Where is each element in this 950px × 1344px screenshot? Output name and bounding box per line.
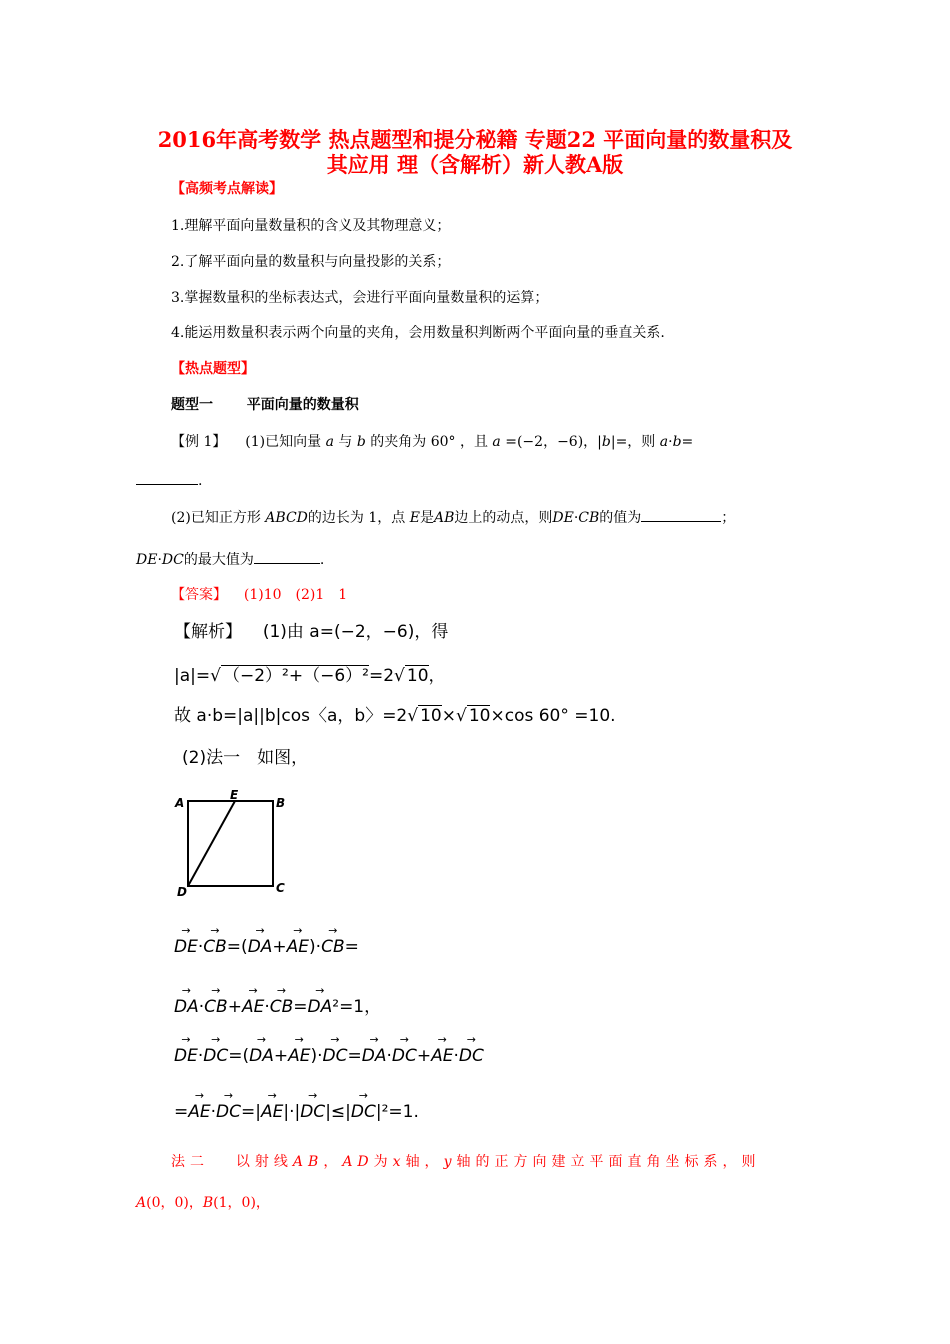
text: +	[227, 997, 242, 1017]
text: |=，则	[610, 434, 656, 450]
answer-tag: 【答案】	[171, 587, 227, 603]
text: 是	[419, 510, 434, 526]
label-c: C	[276, 881, 285, 895]
vector: → DA	[248, 937, 273, 957]
text: =2	[368, 666, 395, 686]
text: =(	[226, 937, 248, 957]
var: ABCD	[265, 510, 308, 526]
text: ×cos 60° =10.	[490, 706, 616, 726]
vector: → DC	[203, 1046, 228, 1066]
dot: ·	[198, 997, 205, 1017]
radicand: 10	[468, 706, 491, 726]
radicand: 10	[406, 666, 429, 686]
text: 轴，	[405, 1154, 444, 1170]
text: (1)已知向量	[245, 434, 322, 450]
text: +	[416, 1046, 432, 1066]
example-1-blank-1	[136, 470, 202, 489]
text: =	[344, 937, 359, 957]
var: AB	[292, 1154, 324, 1170]
text: =	[174, 1102, 189, 1122]
text: |²=1.	[375, 1102, 419, 1122]
point-2: 2.了解平面向量的数量积与向量投影的关系；	[171, 254, 451, 270]
section-hot-topics: 【热点题型】	[171, 361, 255, 377]
answer-text: (1)10 (2)1 1	[243, 587, 348, 603]
label-a: A	[175, 796, 185, 810]
dot: ·	[386, 1046, 392, 1066]
vector: → AE	[431, 1046, 453, 1066]
analysis-line-2: |a|=√ （−2）²+（−6）²=2√ 10，	[174, 666, 446, 686]
vector: → DC	[392, 1046, 417, 1066]
radicand: 10	[420, 706, 442, 726]
text: =(−2，−6)，|	[505, 434, 602, 450]
dot: ·	[264, 997, 270, 1017]
answer-line	[171, 584, 347, 604]
topic-1-name: 平面向量的数量积	[246, 397, 359, 413]
vector: → DA	[308, 997, 333, 1017]
equation-1	[174, 937, 359, 957]
topic-1	[171, 394, 359, 414]
vector: → AE	[188, 1102, 210, 1122]
dot: ·	[668, 434, 673, 450]
equation-4	[174, 1102, 419, 1122]
var: B	[202, 1195, 214, 1211]
text: +	[273, 1046, 289, 1066]
var: A	[136, 1195, 147, 1211]
vector: → AE	[242, 997, 264, 1017]
vector: → DC	[216, 1102, 241, 1122]
example-1-part-2	[171, 507, 735, 527]
analysis-tag: 【解析】	[174, 622, 242, 642]
text: |·|	[283, 1102, 301, 1122]
topic-1-label: 题型一	[171, 397, 213, 413]
var: AB	[433, 510, 455, 526]
text: =	[681, 434, 694, 450]
var: DC	[161, 552, 184, 568]
text: .	[319, 552, 325, 568]
text: |≤|	[325, 1102, 351, 1122]
text: =(	[228, 1046, 250, 1066]
vector: → DE	[174, 1046, 198, 1066]
page-title-line2: 其应用 理（含解析）新人教A版	[326, 152, 624, 177]
var: a	[659, 434, 669, 450]
point-1: 1.理解平面向量数量积的含义及其物理意义；	[171, 218, 451, 234]
answer-blank	[136, 470, 198, 485]
text: 故 a·b=|a||b|cos〈a，b〉=2	[174, 706, 408, 726]
analysis-line-4: (2)法一 如图，	[182, 748, 309, 768]
equation-2	[174, 992, 381, 1017]
dot: ·	[157, 552, 162, 568]
var: b	[356, 434, 366, 450]
text: 与	[338, 434, 353, 450]
var: a	[325, 434, 334, 450]
vector: → AE	[288, 1046, 310, 1066]
text: =	[347, 1046, 362, 1066]
vector: → DA	[249, 1046, 274, 1066]
section-high-frequency: 【高频考点解读】	[171, 181, 283, 197]
answer-blank	[641, 507, 721, 522]
text: (1)由 a=(−2，−6)，得	[262, 622, 449, 642]
var: x	[392, 1154, 406, 1170]
analysis-line-1	[174, 617, 448, 642]
text: 的边长为 1，点	[307, 510, 406, 526]
vector: → CB	[203, 937, 227, 957]
var: b	[672, 434, 682, 450]
method-2-line-2	[136, 1192, 270, 1212]
text: |a|=	[174, 666, 211, 686]
label-d: D	[177, 885, 187, 899]
example-1-part-1	[171, 431, 693, 451]
var: CB	[578, 510, 600, 526]
text: ，	[428, 666, 446, 686]
text: +	[272, 937, 287, 957]
example-1-part-3	[136, 549, 324, 569]
square-figure	[170, 786, 290, 901]
var: DE	[136, 552, 158, 568]
dot: ·	[210, 1102, 217, 1122]
text: )·	[309, 937, 322, 957]
vector: → CB	[204, 997, 228, 1017]
text: ；	[721, 510, 736, 526]
vector: → AE	[287, 937, 309, 957]
vector: → DA	[362, 1046, 387, 1066]
vector: → DC	[351, 1102, 376, 1122]
segment-de	[188, 801, 235, 886]
var: b	[601, 434, 611, 450]
text: =	[293, 997, 308, 1017]
text: )·	[310, 1046, 323, 1066]
text: 以射线	[235, 1154, 293, 1170]
radicand: （−2）²+（−6）²	[222, 666, 369, 686]
dot: ·	[573, 510, 579, 526]
text: (1，0)，	[213, 1195, 270, 1211]
vector: → CB	[270, 997, 294, 1017]
vector: → DE	[174, 937, 198, 957]
text: 的夹角为 60° ，且	[370, 434, 488, 450]
var: y	[443, 1154, 457, 1170]
var: a	[492, 434, 501, 450]
example-tag: 【例 1】	[171, 434, 227, 450]
var: E	[409, 510, 420, 526]
label-e: E	[230, 788, 239, 802]
point-3: 3.掌握数量积的坐标表达式，会进行平面向量数量积的运算；	[171, 290, 549, 306]
method-2-line-1	[171, 1151, 760, 1171]
vector: → DC	[323, 1046, 348, 1066]
var: AD	[342, 1154, 374, 1170]
vector: → DA	[174, 997, 199, 1017]
square-abcd	[188, 801, 273, 886]
equation-3	[174, 1046, 484, 1066]
text: 的最大值为	[183, 552, 254, 568]
page-title-line1: 2016年高考数学 热点题型和提分秘籍 专题22 平面向量的数量积及	[157, 127, 793, 152]
text: ²=1，	[332, 997, 382, 1017]
text: .	[198, 473, 203, 489]
vector: → CB	[321, 937, 345, 957]
text: (0，0)，	[146, 1195, 203, 1211]
var: DE	[552, 510, 574, 526]
dot: ·	[197, 1046, 204, 1066]
text: 轴的正方向建立平面直角坐标系，则	[456, 1154, 761, 1170]
text: ×	[441, 706, 456, 726]
text: 边上的动点，则	[454, 510, 553, 526]
text: 为	[373, 1154, 393, 1170]
answer-blank	[254, 549, 320, 564]
method-2-label: 法二	[171, 1154, 209, 1170]
analysis-line-3: 故 a·b=|a||b|cos〈a，b〉=2√ 10×√ 10×cos 60° =10.	[174, 706, 616, 726]
dot: ·	[453, 1046, 459, 1066]
text: 的值为	[599, 510, 642, 526]
text: ，	[323, 1154, 343, 1170]
vector: → DC	[459, 1046, 484, 1066]
vector: → DC	[300, 1102, 325, 1122]
text: (2)已知正方形	[171, 510, 261, 526]
dot: ·	[197, 937, 204, 957]
point-4: 4.能运用数量积表示两个向量的夹角，会用数量积判断两个平面向量的垂直关系.	[171, 325, 665, 341]
text: =|	[241, 1102, 261, 1122]
vector: → AE	[261, 1102, 283, 1122]
label-b: B	[276, 796, 286, 810]
